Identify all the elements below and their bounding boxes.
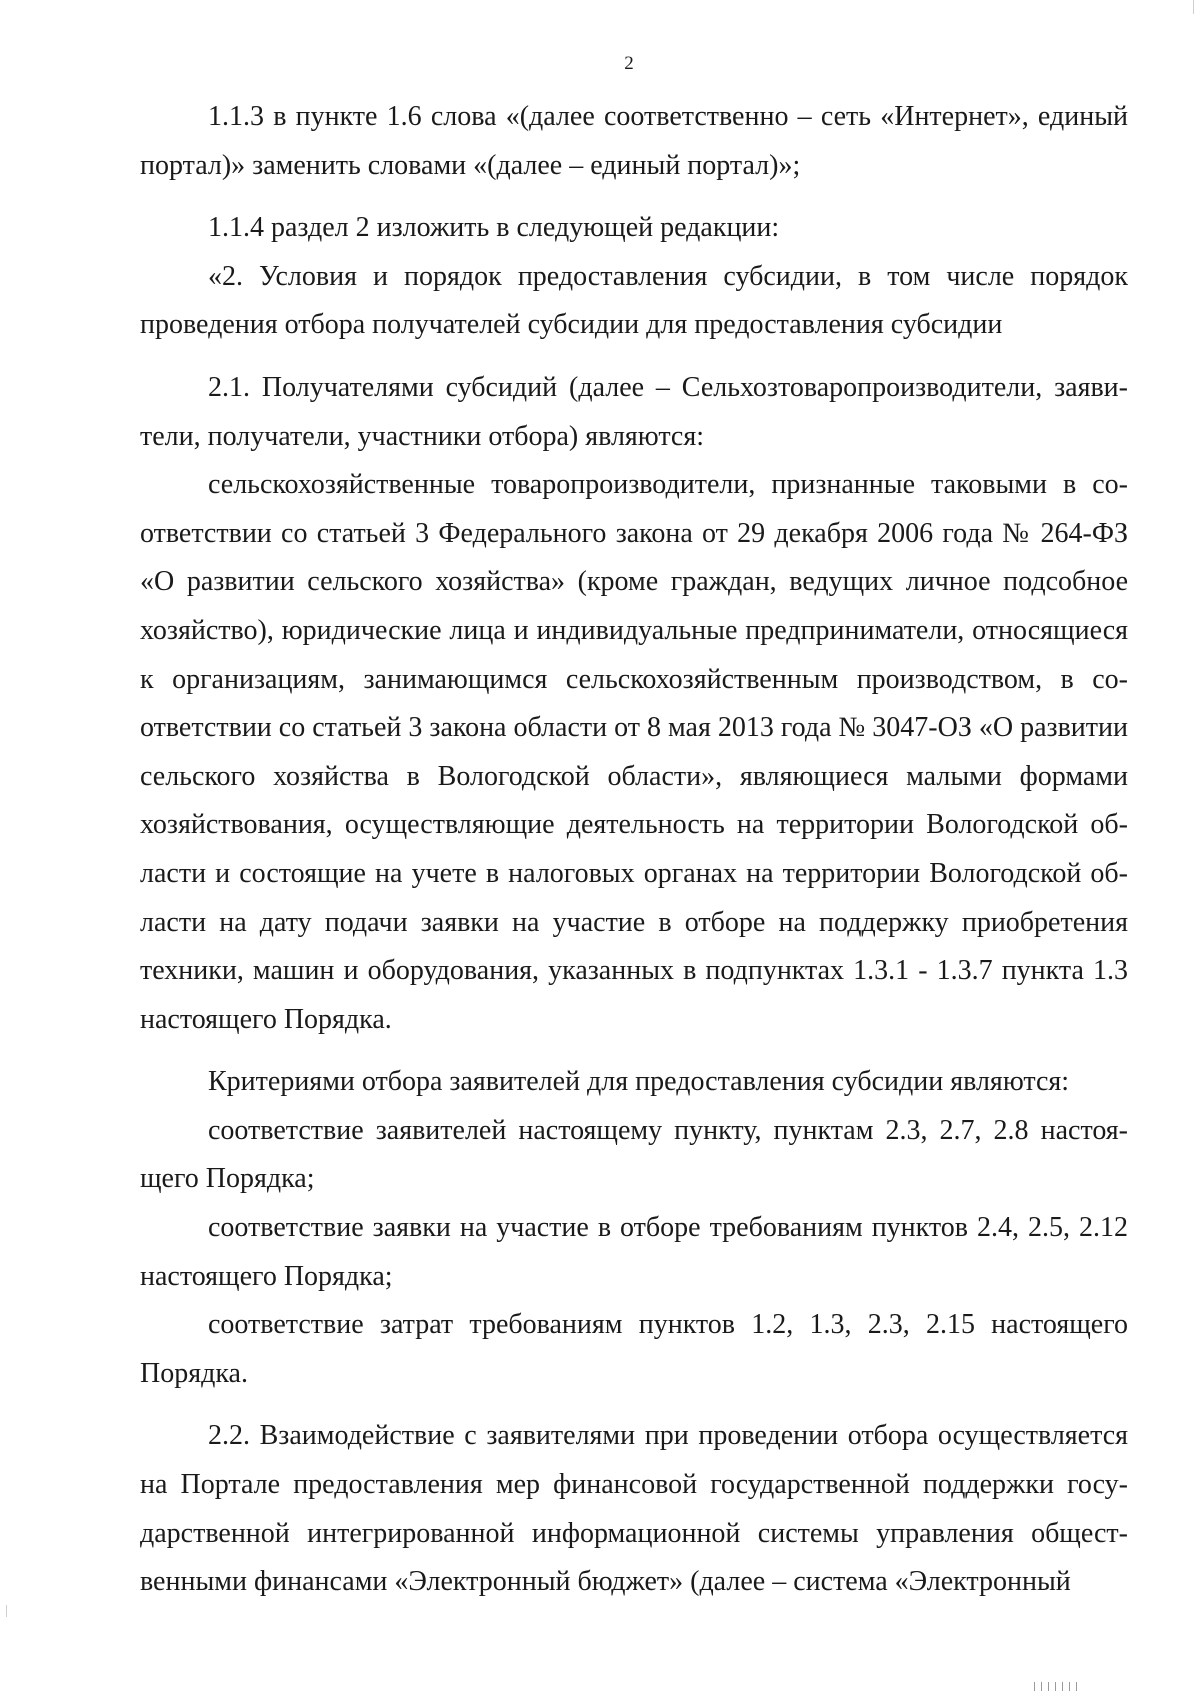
paragraph-criteria-intro: Критериями отбора заявителей для предоставления субсидии являются: <box>208 1066 1070 1098</box>
scan-artifact-mark <box>6 1605 7 1617</box>
scan-artifact-mark <box>1034 1682 1080 1691</box>
paragraph-criterion-costs: соответствие затрат требованиям пунктов 1.2, 1.3, 2.3, 2.15 настоящего Порядка. <box>140 1309 1128 1389</box>
paragraph-1-1-3: 1.1.3 в пункте 1.6 слова «(далее соответственно – сеть «Интернет», единый портал)» заменить словами «(далее – единый портал)»; <box>140 101 1128 181</box>
document-body <box>140 93 1128 1607</box>
paragraph-criterion-application: соответствие заявки на участие в отборе требованиям пунктов 2.4, 2.5, 2.12 настоящего Порядка; <box>140 1212 1128 1292</box>
paragraph-2-1: 2.1. Получателями субсидий (далее – Сельхозтоваропроизводители, заявители, получатели, участники отбора) являются: <box>140 371 1128 452</box>
scan-artifact-mark <box>1193 0 1194 14</box>
paragraph-2-2: 2.2. Взаимодействие с заявителями при проведении отбора осуществляется на Портале предоставления мер финансовой государственной поддержки государственной интегрированной информационной системы управления общественными финансами «Электронный бюджет» (далее – система «Электронный <box>140 1420 1128 1598</box>
section-2-heading: «2. Условия и порядок предоставления субсидии, в том числе порядок проведения отбора получателей субсидии для предоставления субсидии <box>140 260 1128 341</box>
paragraph-recipients-definition: сельскохозяйственные товаропроизводители, признанные таковыми в соответствии со статьей 3 Федерального закона от 29 декабря 2006 года № 264-ФЗ «О развитии сельского хозяйства» (кроме граждан, ведущих личное подсобное хозяйство), юридические лица и индивидуальные предприниматели, относящиеся к организациям, занимающимся сельскохозяйственным производством, в соответствии со статьей 3 закона области от 8 мая 2013 года № 3047-ОЗ «О развитии сельского хозяйства в Вологодской области», являющиеся малыми формами хозяйствования, осуществляющие деятельность на территории Вологодской области и состоящие на учете в налоговых органах на территории Вологодской области на дату подачи заявки на участие в отборе на поддержку приобретения техники, машин и оборудования, указанных в подпунктах 1.3.1 - 1.3.7 пункта 1.3 настоящего Порядка. <box>140 469 1128 1035</box>
paragraph-criterion-applicants: соответствие заявителей настоящему пункту, пунктам 2.3, 2.7, 2.8 настоящего Порядка; <box>140 1114 1128 1195</box>
page-number: 2 <box>624 53 634 74</box>
paragraph-1-1-4: 1.1.4 раздел 2 изложить в следующей редакции: <box>208 212 780 244</box>
